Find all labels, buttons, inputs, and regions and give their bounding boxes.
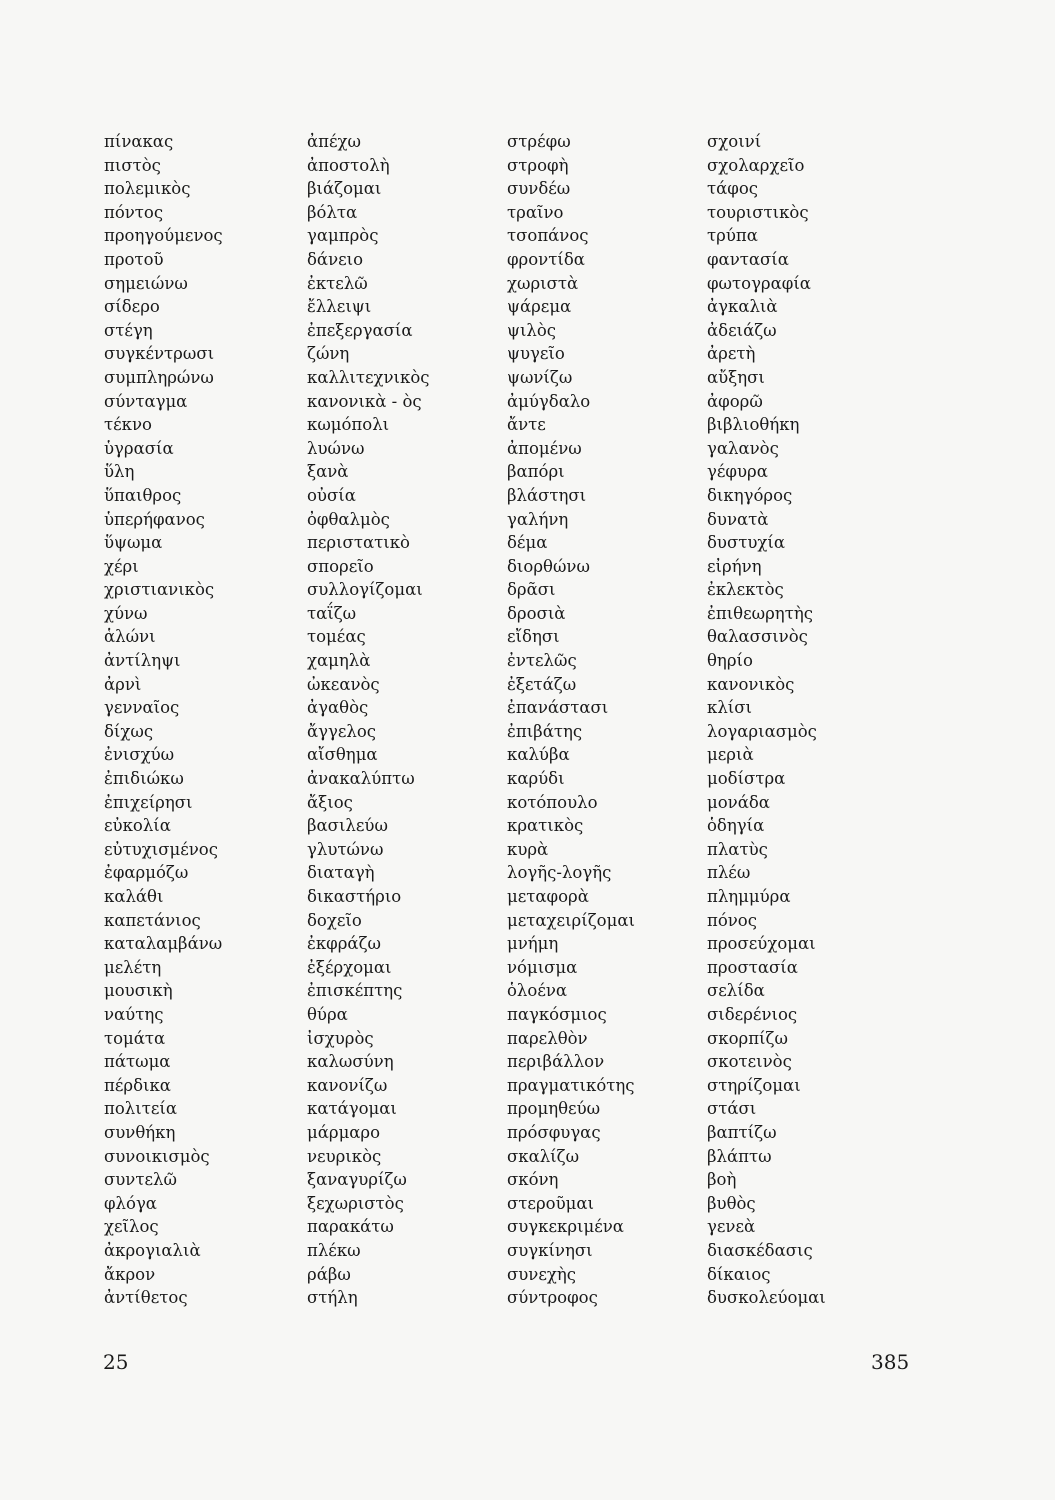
word-entry: ἐπιβάτης bbox=[507, 721, 583, 741]
word-entry: ψυγεῖο bbox=[507, 344, 565, 364]
word-entry: κανονικὰ - ὸς bbox=[307, 391, 422, 411]
word-entry: ναύτης bbox=[104, 1004, 164, 1024]
word-entry: τομάτα bbox=[104, 1028, 166, 1048]
word-entry: εὐτυχισμένος bbox=[104, 839, 218, 859]
word-entry: συγκέντρωσι bbox=[104, 344, 215, 364]
word-entry: στηρίζομαι bbox=[707, 1075, 801, 1095]
word-entry: τρύπα bbox=[707, 226, 758, 246]
word-entry: λυώνω bbox=[307, 438, 365, 458]
word-entry: τομέας bbox=[307, 627, 366, 647]
word-entry: πλατὺς bbox=[707, 839, 768, 859]
word-entry: παρελθὸν bbox=[507, 1028, 588, 1048]
word-entry: σιδερένιος bbox=[707, 1004, 798, 1024]
word-entry: ἐξετάζω bbox=[507, 674, 577, 694]
page-number-left: 25 bbox=[103, 1350, 129, 1374]
page-number-right: 385 bbox=[871, 1350, 910, 1374]
word-entry: μεταφορὰ bbox=[507, 887, 589, 906]
word-entry: στέγη bbox=[104, 320, 153, 340]
word-entry: καλλιτεχνικὸς bbox=[307, 367, 430, 387]
word-entry: δικηγόρος bbox=[707, 485, 793, 505]
word-entry: θύρα bbox=[307, 1004, 348, 1024]
word-entry: ἐπιθεωρητὴς bbox=[707, 603, 813, 623]
word-entry: προτοῦ bbox=[104, 249, 164, 269]
word-entry: προμηθεύω bbox=[507, 1099, 601, 1119]
word-entry: πίνακας bbox=[104, 132, 174, 151]
word-entry: βοὴ bbox=[707, 1170, 737, 1190]
word-entry: ἐπισκέπτης bbox=[307, 981, 403, 1001]
word-entry: δυστυχία bbox=[707, 533, 785, 553]
word-entry: μνήμη bbox=[507, 934, 559, 954]
word-entry: ψάρεμα bbox=[507, 297, 572, 317]
word-entry: ξανὰ bbox=[307, 462, 349, 482]
word-entry: πιστὸς bbox=[104, 155, 161, 175]
word-entry: συνεχὴς bbox=[507, 1264, 576, 1284]
word-entry: συνδέω bbox=[507, 179, 571, 199]
word-entry: ἐπανάστασι bbox=[507, 698, 609, 718]
word-entry: δοχεῖο bbox=[307, 910, 362, 930]
word-column-4 bbox=[707, 130, 826, 1310]
word-entry: βυθὸς bbox=[707, 1193, 756, 1213]
word-entry: ζώνη bbox=[307, 344, 350, 364]
word-entry: κοτόπουλο bbox=[507, 792, 598, 812]
word-entry: ἐκλεκτὸς bbox=[707, 580, 784, 600]
word-entry: ἀρνὶ bbox=[104, 674, 142, 694]
word-entry: ὕψωμα bbox=[104, 533, 163, 553]
word-entry: ἐφαρμόζω bbox=[104, 863, 189, 883]
word-entry: ἐπεξεργασία bbox=[307, 320, 413, 340]
word-entry: κατάγομαι bbox=[307, 1099, 397, 1119]
word-entry: γαλήνη bbox=[507, 509, 569, 529]
word-entry: ὕλη bbox=[104, 462, 135, 482]
word-entry: ἄκρον bbox=[104, 1264, 156, 1284]
word-entry: περιβάλλον bbox=[507, 1052, 605, 1072]
word-entry: βασιλεύω bbox=[307, 816, 388, 836]
word-entry: εἴδησι bbox=[507, 627, 560, 647]
word-entry: δικαστήριο bbox=[307, 887, 402, 906]
word-entry: ψιλὸς bbox=[507, 320, 557, 340]
word-entry: στήλη bbox=[307, 1288, 358, 1308]
word-entry: βόλτα bbox=[307, 202, 358, 222]
word-entry: ἀνακαλύπτω bbox=[307, 769, 415, 789]
word-entry: φλόγα bbox=[104, 1193, 157, 1213]
word-entry: χαμηλὰ bbox=[307, 651, 371, 671]
word-entry: καταλαμβάνω bbox=[104, 934, 223, 954]
word-entry: αἴσθημα bbox=[307, 745, 378, 765]
word-entry: λογῆς-λογῆς bbox=[507, 863, 612, 883]
word-entry: ἀμύγδαλο bbox=[507, 391, 591, 411]
word-entry: μοδίστρα bbox=[707, 769, 786, 789]
word-entry: ἄξιος bbox=[307, 792, 353, 812]
word-entry: μελέτη bbox=[104, 957, 162, 977]
word-entry: ὑπερήφανος bbox=[104, 509, 205, 529]
word-entry: δέμα bbox=[507, 533, 548, 553]
word-entry: καλάθι bbox=[104, 887, 164, 906]
word-entry: σελίδα bbox=[707, 981, 765, 1001]
word-entry: νόμισμα bbox=[507, 957, 578, 977]
word-column-1 bbox=[104, 130, 223, 1310]
word-entry: διορθώνω bbox=[507, 556, 590, 576]
word-entry: γλυτώνω bbox=[307, 839, 384, 859]
word-entry: πρόσφυγας bbox=[507, 1122, 601, 1142]
word-entry: μονάδα bbox=[707, 792, 770, 812]
word-entry: ἀδειάζω bbox=[707, 320, 777, 340]
word-entry: γέφυρα bbox=[707, 462, 768, 482]
word-entry: ἐπιχείρησι bbox=[104, 792, 193, 812]
word-entry: δυνατὰ bbox=[707, 509, 769, 529]
word-entry: χέρι bbox=[104, 556, 139, 576]
word-entry: τραῖνο bbox=[507, 202, 564, 222]
word-entry: ἔλλειψι bbox=[307, 297, 372, 317]
word-entry: πόντος bbox=[104, 202, 164, 222]
word-entry: σχολαρχεῖο bbox=[707, 155, 805, 175]
word-entry: συγκεκριμένα bbox=[507, 1217, 624, 1237]
word-entry: παρακάτω bbox=[307, 1217, 394, 1237]
word-entry: γαλανὸς bbox=[707, 438, 779, 458]
word-entry: ἀγαθὸς bbox=[307, 698, 369, 718]
word-entry: προηγούμενος bbox=[104, 226, 223, 246]
word-entry: ὀφθαλμὸς bbox=[307, 509, 390, 529]
word-entry: γενεὰ bbox=[707, 1217, 756, 1237]
word-entry: ἀντίληψι bbox=[104, 651, 181, 671]
word-entry: πολεμικὸς bbox=[104, 179, 191, 199]
word-entry: θηρίο bbox=[707, 651, 753, 671]
word-entry: τουριστικὸς bbox=[707, 202, 809, 222]
word-entry: ξαναγυρίζω bbox=[307, 1170, 407, 1190]
word-entry: μεταχειρίζομαι bbox=[507, 910, 635, 930]
word-entry: φωτογραφία bbox=[707, 273, 811, 293]
word-entry: πολιτεία bbox=[104, 1099, 177, 1119]
word-entry: κωμόπολι bbox=[307, 415, 390, 435]
word-entry: σπορεῖο bbox=[307, 556, 374, 576]
word-entry: ὕπαιθρος bbox=[104, 485, 182, 505]
word-entry: εἰρήνη bbox=[707, 556, 762, 576]
word-entry: ὑγρασία bbox=[104, 438, 174, 458]
word-entry: πάτωμα bbox=[104, 1052, 171, 1072]
word-entry: ταΐζω bbox=[307, 603, 357, 623]
word-entry: σκαλίζω bbox=[507, 1146, 580, 1166]
word-entry: ἀρετὴ bbox=[707, 344, 756, 364]
word-entry: φροντίδα bbox=[507, 249, 585, 269]
word-entry: συνθήκη bbox=[104, 1122, 176, 1142]
word-entry: πλημμύρα bbox=[707, 887, 791, 906]
word-entry: χύνω bbox=[104, 603, 148, 623]
word-entry: στάσι bbox=[707, 1099, 757, 1119]
word-column-2 bbox=[307, 130, 430, 1310]
word-entry: νευρικὸς bbox=[307, 1146, 382, 1166]
word-entry: τσοπάνος bbox=[507, 226, 589, 246]
word-entry: ἀποστολὴ bbox=[307, 155, 390, 175]
word-entry: στεροῦμαι bbox=[507, 1193, 594, 1213]
word-entry: καρύδι bbox=[507, 769, 565, 789]
word-entry: σκόνη bbox=[507, 1170, 559, 1190]
word-entry: ἐντελῶς bbox=[507, 651, 577, 671]
word-entry: προσεύχομαι bbox=[707, 934, 816, 954]
word-entry: χριστιανικὸς bbox=[104, 580, 215, 600]
word-entry: λογαριασμὸς bbox=[707, 721, 817, 741]
word-entry: ἀπομένω bbox=[507, 438, 582, 458]
word-entry: ἐκφράζω bbox=[307, 934, 381, 954]
word-entry: βιβλιοθήκη bbox=[707, 415, 800, 435]
word-entry: βλάπτω bbox=[707, 1146, 772, 1166]
word-entry: γαμπρὸς bbox=[307, 226, 379, 246]
word-entry: κανονικὸς bbox=[707, 674, 795, 694]
word-entry: σύνταγμα bbox=[104, 391, 188, 411]
word-entry: συγκίνησι bbox=[507, 1240, 593, 1260]
word-entry: αὔξησι bbox=[707, 367, 765, 387]
word-entry: βιάζομαι bbox=[307, 179, 382, 199]
word-entry: ράβω bbox=[307, 1264, 351, 1284]
word-entry: ἄγγελος bbox=[307, 721, 377, 741]
word-entry: συλλογίζομαι bbox=[307, 580, 423, 600]
word-entry: παγκόσμιος bbox=[507, 1004, 607, 1024]
word-entry: μουσικὴ bbox=[104, 981, 173, 1001]
word-entry: τάφος bbox=[707, 179, 758, 199]
word-entry: σίδερο bbox=[104, 297, 160, 317]
word-entry: σκορπίζω bbox=[707, 1028, 788, 1048]
word-entry: καπετάνιος bbox=[104, 910, 201, 930]
word-column-3 bbox=[507, 130, 635, 1310]
word-entry: ἐπιδιώκω bbox=[104, 769, 184, 789]
word-entry: ἄντε bbox=[507, 415, 546, 435]
word-entry: στροφὴ bbox=[507, 155, 569, 175]
word-entry: ἁλώνι bbox=[104, 627, 156, 647]
word-entry: ἀφορῶ bbox=[707, 391, 763, 411]
word-entry: πλέω bbox=[707, 863, 751, 883]
word-entry: διασκέδασις bbox=[707, 1240, 813, 1260]
word-entry: βαπτίζω bbox=[707, 1122, 777, 1142]
word-entry: δάνειο bbox=[307, 249, 364, 269]
word-entry: δίκαιος bbox=[707, 1264, 771, 1284]
word-entry: κανονίζω bbox=[307, 1075, 388, 1095]
word-entry: θαλασσινὸς bbox=[707, 627, 808, 647]
word-entry: συνοικισμὸς bbox=[104, 1146, 210, 1166]
word-entry: ἀντίθετος bbox=[104, 1288, 188, 1308]
word-entry: δροσιὰ bbox=[507, 603, 566, 623]
word-entry: προστασία bbox=[707, 957, 798, 977]
word-entry: πραγματικότης bbox=[507, 1075, 635, 1095]
word-entry: ὁδηγία bbox=[707, 816, 765, 836]
word-entry: δρᾶσι bbox=[507, 580, 556, 600]
word-entry: σημειώνω bbox=[104, 273, 188, 293]
word-entry: μεριὰ bbox=[707, 745, 754, 765]
word-entry: πέρδικα bbox=[104, 1075, 171, 1095]
word-entry: στρέφω bbox=[507, 132, 571, 151]
word-entry: ὠκεανὸς bbox=[307, 674, 380, 694]
word-entry: μάρμαρο bbox=[307, 1122, 381, 1142]
word-entry: ξεχωριστὸς bbox=[307, 1193, 404, 1213]
word-entry: κλίσι bbox=[707, 698, 752, 718]
word-entry: δίχως bbox=[104, 721, 154, 741]
word-entry: ἰσχυρὸς bbox=[307, 1028, 374, 1048]
word-entry: ἀγκαλιὰ bbox=[707, 297, 778, 317]
word-entry: σχοινί bbox=[707, 132, 762, 151]
word-entry: ἀπέχω bbox=[307, 132, 361, 151]
word-entry: κυρὰ bbox=[507, 839, 549, 859]
word-entry: ἐξέρχομαι bbox=[307, 957, 392, 977]
word-entry: πλέκω bbox=[307, 1240, 361, 1260]
word-entry: καλωσύνη bbox=[307, 1052, 394, 1072]
word-entry: καλύβα bbox=[507, 745, 570, 765]
word-entry: πόνος bbox=[707, 910, 757, 930]
word-entry: τέκνο bbox=[104, 415, 152, 435]
word-entry: συμπληρώνω bbox=[104, 367, 214, 387]
word-entry: σύντροφος bbox=[507, 1288, 598, 1308]
word-entry: ἐνισχύω bbox=[104, 745, 175, 765]
word-entry: ὁλοένα bbox=[507, 981, 568, 1001]
word-entry: περιστατικὸ bbox=[307, 533, 410, 553]
word-entry: χωριστὰ bbox=[507, 273, 579, 293]
word-entry: βαπόρι bbox=[507, 462, 565, 482]
word-entry: συντελῶ bbox=[104, 1170, 177, 1190]
word-entry: δυσκολεύομαι bbox=[707, 1288, 826, 1308]
word-entry: γενναῖος bbox=[104, 698, 180, 718]
word-entry: βλάστησι bbox=[507, 485, 587, 505]
word-entry: εὐκολία bbox=[104, 816, 171, 836]
word-entry: φαντασία bbox=[707, 249, 789, 269]
word-entry: διαταγὴ bbox=[307, 863, 375, 883]
word-entry: ψωνίζω bbox=[507, 367, 573, 387]
word-entry: οὐσία bbox=[307, 485, 356, 505]
word-entry: σκοτεινὸς bbox=[707, 1052, 792, 1072]
word-entry: ἐκτελῶ bbox=[307, 273, 368, 293]
word-entry: ἀκρογιαλιὰ bbox=[104, 1240, 201, 1260]
word-entry: χεῖλος bbox=[104, 1217, 159, 1237]
word-entry: κρατικὸς bbox=[507, 816, 584, 836]
